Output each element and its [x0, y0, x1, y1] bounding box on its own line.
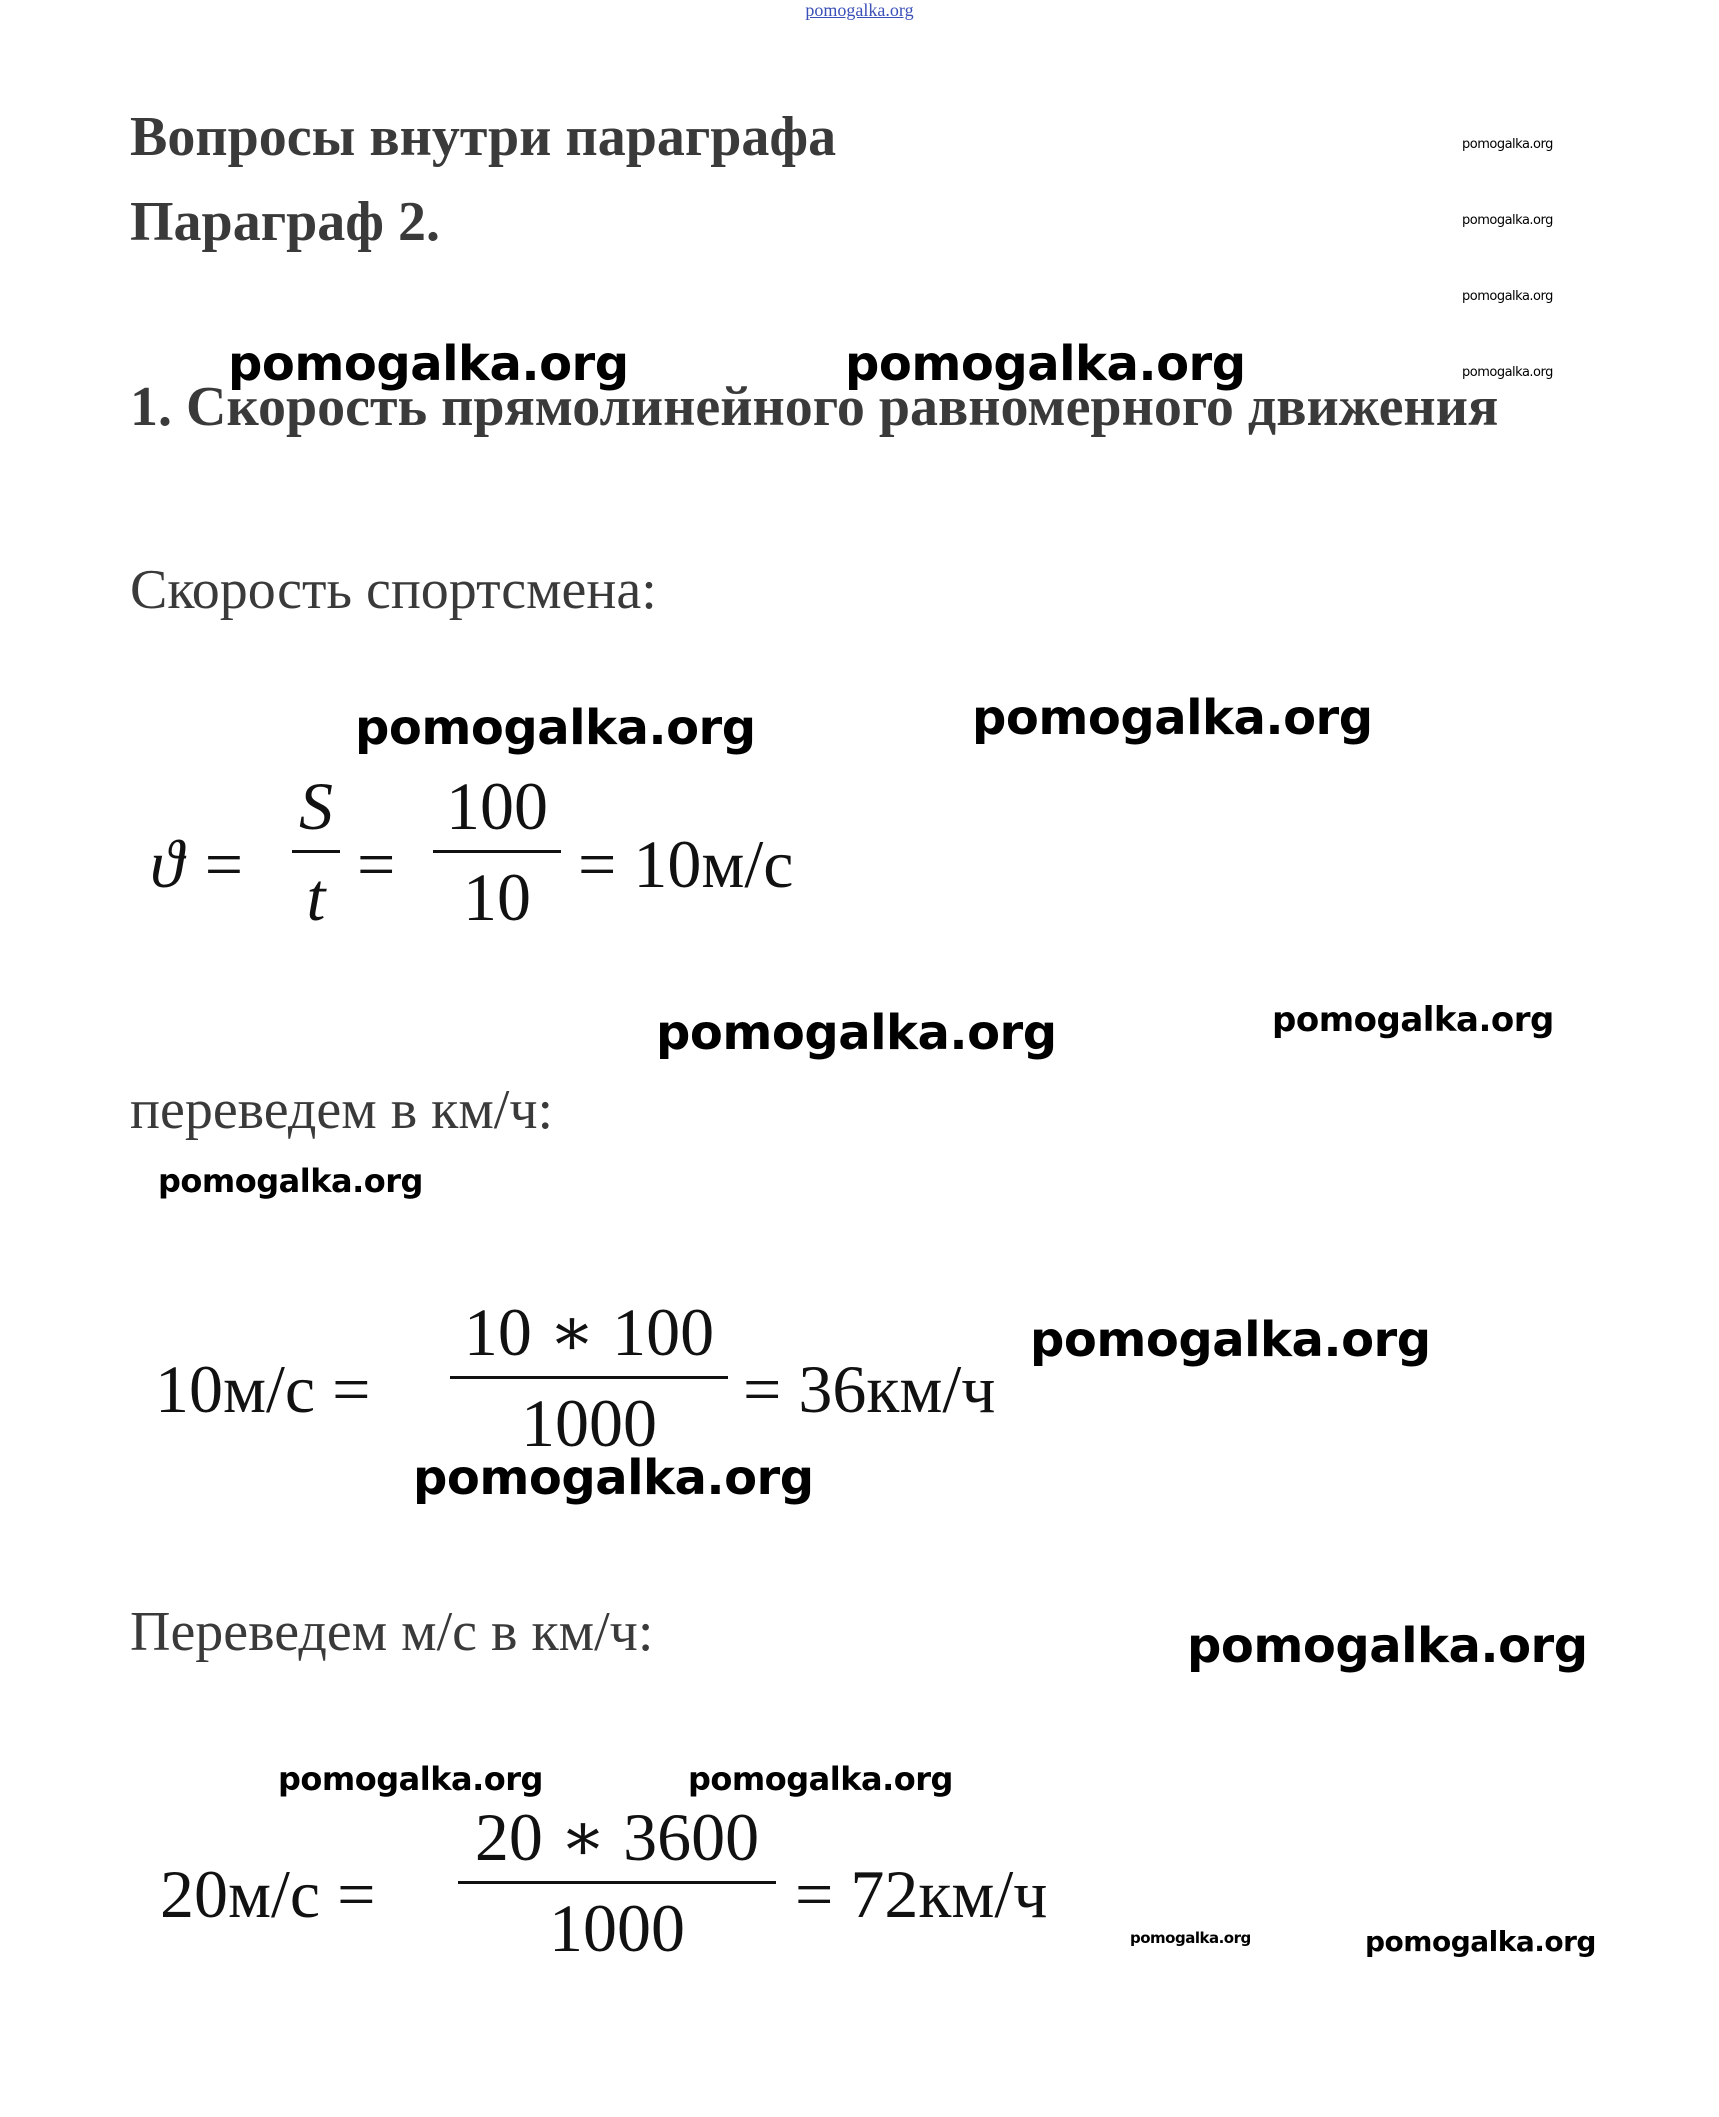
paragraph-heading: Параграф 2.	[130, 191, 441, 253]
watermark-large: pomogalka.org	[1030, 1312, 1431, 1368]
question-heading: 1. Скорость прямолинейного равномерного движения	[130, 376, 1499, 438]
watermark-large: pomogalka.org	[845, 336, 1246, 392]
formula-3-denominator: 1000	[549, 1890, 685, 1966]
formula-1-fraction-2	[433, 768, 561, 935]
watermark-medium: pomogalka.org	[158, 1162, 423, 1200]
watermark-medium: pomogalka.org	[278, 1760, 543, 1798]
formula-1-frac2-numerator: 100	[446, 768, 548, 844]
watermark-medium: pomogalka.org	[1365, 1925, 1596, 1958]
watermark-large: pomogalka.org	[413, 1450, 814, 1506]
watermark-large: pomogalka.org	[972, 690, 1373, 746]
watermark-small: pomogalka.org	[1462, 137, 1553, 152]
top-site-link[interactable]: pomogalka.org	[805, 0, 914, 20]
watermark-small: pomogalka.org	[1462, 289, 1553, 304]
watermark-large: pomogalka.org	[355, 700, 756, 756]
convert-label-2: Переведем м/с в км/ч:	[130, 1601, 654, 1663]
formula-2-denominator: 1000	[521, 1385, 657, 1461]
watermark-small: pomogalka.org	[1462, 213, 1553, 228]
watermark-large: pomogalka.org	[656, 1005, 1057, 1061]
formula-1-fraction-1	[292, 768, 340, 935]
formula-2-rhs: = 36км/ч	[743, 1351, 996, 1427]
speed-label: Скорость спортсмена:	[130, 559, 657, 621]
formula-1-equals: =	[357, 826, 396, 902]
watermark-medium: pomogalka.org	[1272, 1000, 1554, 1040]
formula-2-numerator: 10 ∗ 100	[463, 1294, 715, 1370]
section-heading: Вопросы внутри параграфа	[130, 106, 837, 168]
formula-3-rhs: = 72км/ч	[795, 1856, 1048, 1932]
formula-3-lhs: 20м/с =	[160, 1856, 376, 1932]
formula-2-fraction	[450, 1294, 728, 1461]
watermark-large: pomogalka.org	[1187, 1618, 1588, 1674]
watermark-small: pomogalka.org	[1130, 1929, 1251, 1947]
watermark-small: pomogalka.org	[1462, 365, 1553, 380]
formula-1-frac1-denominator: t	[306, 859, 326, 935]
formula-1-frac2-denominator: 10	[463, 859, 531, 935]
formula-1-lhs: ϑ =	[150, 826, 247, 902]
formula-1-frac1-numerator: S	[299, 768, 333, 844]
watermark-large: pomogalka.org	[228, 336, 629, 392]
formula-3-fraction	[458, 1799, 776, 1966]
formula-1-rhs: = 10м/с	[578, 826, 794, 902]
watermark-medium: pomogalka.org	[688, 1760, 953, 1798]
formula-2-lhs: 10м/с =	[155, 1351, 371, 1427]
convert-label: переведем в км/ч:	[130, 1079, 554, 1141]
formula-3-numerator: 20 ∗ 3600	[474, 1799, 760, 1875]
